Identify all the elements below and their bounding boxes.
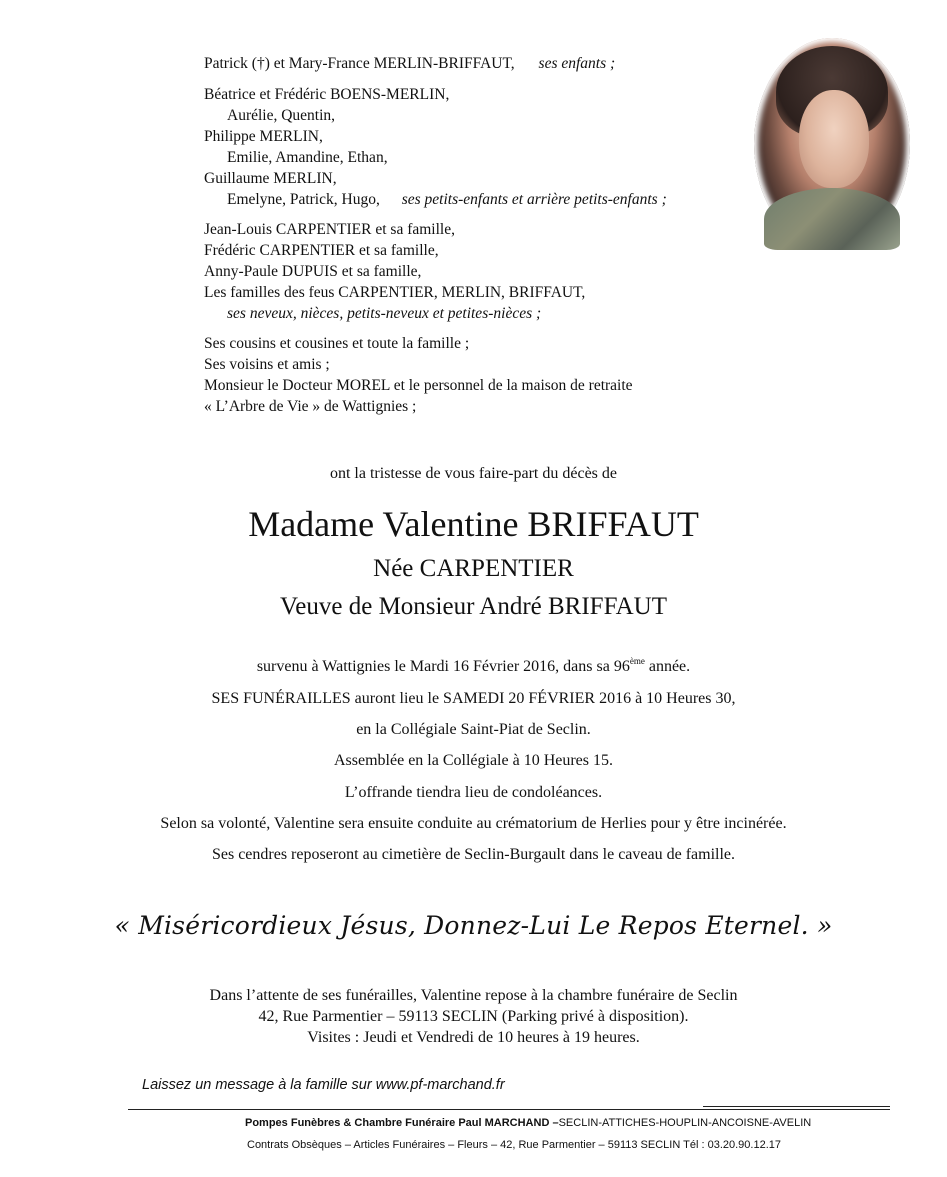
grandchildren-names: Emelyne, Patrick, Hugo, [227,191,380,208]
family-line: Anny-Paule DUPUIS et sa famille, [204,263,422,280]
family-line: Ses voisins et amis ; [204,356,330,373]
funeral-place: en la Collégiale Saint-Piat de Seclin. [356,721,591,738]
family-line-children [204,53,615,74]
death-text: survenu à Wattignies le Mardi 16 Février 2016, dans sa 96 [256,658,630,675]
death-line [0,658,947,676]
children-names: Patrick (†) et Mary-France MERLIN-BRIFFAUT, [204,55,515,72]
death-superscript: ème [629,656,645,666]
maiden-name: Née CARPENTIER [373,555,574,582]
family-line: « L’Arbre de Vie » de Wattignies ; [204,398,417,415]
family-line: Monsieur le Docteur MOREL et le personnel de la maison de retraite [204,377,633,394]
deceased-name: Madame Valentine BRIFFAUT [248,504,699,544]
ashes-line: Ses cendres reposeront au cimetière de Seclin-Burgault dans le caveau de famille. [211,846,736,863]
footer-company: Pompes Funèbres & Chambre Funéraire Paul MARCHAND – [245,1117,559,1129]
message-link[interactable]: Laissez un message à la famille sur www.pf-marchand.fr [142,1077,505,1093]
funeral-line: SES FUNÉRAILLES auront lieu le SAMEDI 20 FÉVRIER 2016 à 10 Heures 30, [211,690,736,707]
family-line: Emilie, Amandine, Ethan, [227,149,388,166]
prayer-quote: « Miséricordieux Jésus, Donnez-Lui Le Repos Eternel. » [114,911,833,940]
offering-line: L’offrande tiendra lieu de condoléances. [344,784,603,801]
family-nephews-block [204,219,585,324]
footer-divider [128,1109,890,1110]
nephews-role: ses neveux, nièces, petits-neveux et petites-nièces ; [227,305,542,322]
family-line: Philippe MERLIN, [204,128,323,145]
widow-of: Veuve de Monsieur André BRIFFAUT [280,593,667,620]
family-line: Les familles des feus CARPENTIER, MERLIN, BRIFFAUT, [204,284,586,301]
family-line: Jean-Louis CARPENTIER et sa famille, [204,221,455,238]
death-text-end: année. [644,658,691,675]
portrait-dress [764,188,900,250]
footer-towns: SECLIN-ATTICHES-HOUPLIN-ANCOISNE-AVELIN [558,1117,812,1129]
portrait-photo [754,38,910,250]
visit-line: Dans l’attente de ses funérailles, Valentine repose à la chambre funéraire de Seclin [209,987,738,1004]
announcement-intro: ont la tristesse de vous faire-part du décès de [329,465,617,482]
children-role: ses enfants ; [538,55,616,72]
assembly-line: Assemblée en la Collégiale à 10 Heures 15. [333,752,614,769]
family-line: Frédéric CARPENTIER et sa famille, [204,242,439,259]
footer-divider-accent [703,1106,890,1107]
family-line: Béatrice et Frédéric BOENS-MERLIN, [204,86,450,103]
family-line [204,189,667,210]
visit-address: 42, Rue Parmentier – 59113 SECLIN (Parking privé à disposition). [258,1008,689,1025]
portrait-face [799,90,869,188]
family-grandchildren-block [204,84,667,210]
family-others-block [204,333,633,417]
footer-company-line [245,1117,811,1129]
grandchildren-role: ses petits-enfants et arrière petits-enfants ; [401,191,667,208]
footer-services: Contrats Obsèques – Articles Funéraires – Fleurs – 42, Rue Parmentier – 59113 SECLIN Tél : 03.20.90.12.17 [247,1139,781,1151]
cremation-line: Selon sa volonté, Valentine sera ensuite conduite au crématorium de Herlies pour y être incinérée. [160,815,787,832]
family-line: Ses cousins et cousines et toute la famille ; [204,335,470,352]
family-line: Guillaume MERLIN, [204,170,337,187]
visit-hours: Visites : Jeudi et Vendredi de 10 heures à 19 heures. [307,1029,640,1046]
family-line: Aurélie, Quentin, [227,107,336,124]
